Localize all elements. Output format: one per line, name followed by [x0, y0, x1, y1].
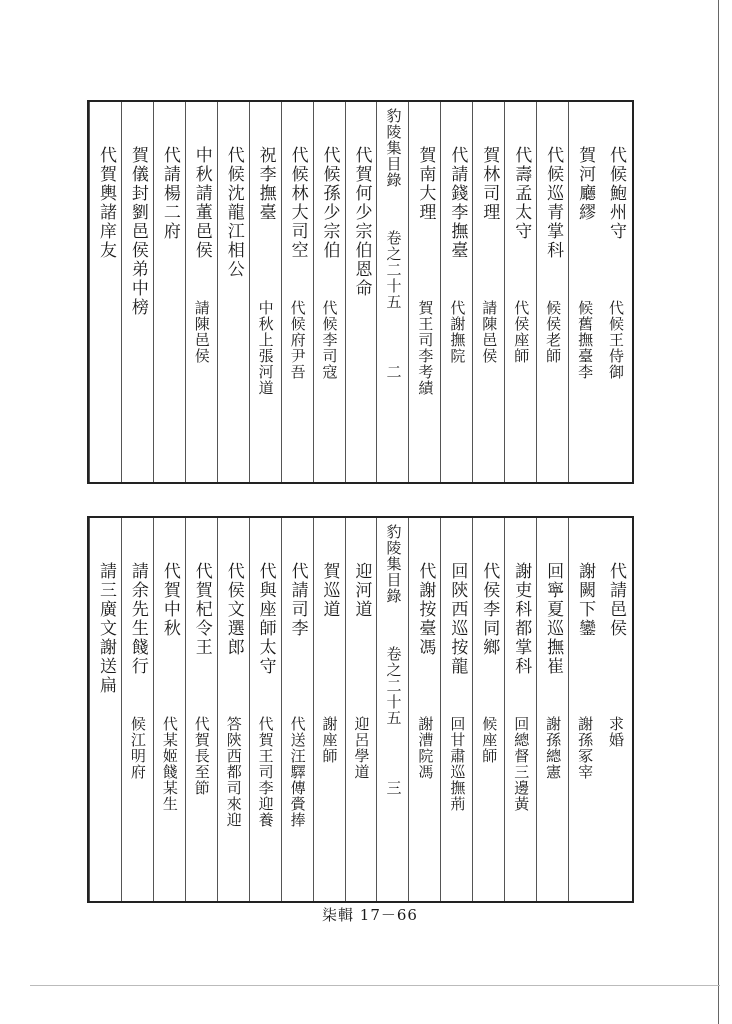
bottom-entry-subtitle: 回甘肅巡撫荊	[448, 716, 467, 812]
bottom-entry-title: 請余先生餞行	[127, 562, 148, 676]
bottom-entry-title: 回陝西巡按龍	[447, 562, 468, 676]
top-entry-subtitle: 請陳邑侯	[480, 300, 499, 364]
bottom-entry-column	[217, 518, 250, 901]
top-entry-column	[153, 102, 186, 482]
bottom-entry-column	[536, 518, 569, 901]
top-entry-column	[345, 102, 378, 482]
bottom-entry-column	[249, 518, 282, 901]
top-entry-title: 賀儀封劉邑侯弟中榜	[127, 146, 148, 317]
top-entry-title: 代壽孟太守	[511, 146, 532, 241]
bottom-entry-title: 請三廣文謝送扁	[95, 562, 116, 695]
top-entry-column	[536, 102, 569, 482]
top-header-column	[376, 102, 409, 482]
bottom-entry-column	[121, 518, 154, 901]
bottom-entry-subtitle: 謝座師	[320, 716, 339, 764]
bottom-entry-column	[600, 518, 632, 901]
top-entry-title: 代賀何少宗伯恩命	[351, 146, 372, 298]
bottom-entry-subtitle: 候座師	[480, 716, 499, 764]
bottom-entry-column	[153, 518, 186, 901]
top-entry-title: 代候林大司空	[287, 146, 308, 260]
bottom-entry-column	[89, 518, 122, 901]
bottom-entry-subtitle: 候江明府	[128, 716, 147, 780]
bottom-entry-title: 代請邑侯	[606, 562, 627, 638]
bottom-header-title: 豹陵集目錄	[384, 524, 403, 604]
top-entry-subtitle: 請陳邑侯	[192, 300, 211, 364]
bottom-header-page: 三	[384, 780, 403, 796]
top-header-title: 豹陵集目錄	[384, 108, 403, 188]
bottom-entry-title: 謝闕下鑾	[575, 562, 596, 638]
top-entry-column	[568, 102, 601, 482]
top-entry-title: 代候鮑州守	[606, 146, 627, 241]
bottom-header-volume: 卷之二十五	[384, 646, 403, 726]
top-entry-column	[249, 102, 282, 482]
top-entry-subtitle: 代候王侍御	[607, 300, 626, 380]
bottom-entry-title: 賀巡道	[319, 562, 340, 619]
bottom-entry-title: 代侯李同鄉	[479, 562, 500, 657]
bottom-entry-title: 代賀杞令王	[191, 562, 212, 657]
top-table-of-contents	[87, 100, 634, 484]
bottom-entry-column	[440, 518, 473, 901]
top-header-volume: 卷之二十五	[384, 230, 403, 310]
bottom-entry-column	[345, 518, 378, 901]
top-entry-column	[89, 102, 122, 482]
top-entry-title: 祝李撫臺	[255, 146, 276, 222]
top-entry-title: 代候巡青掌科	[543, 146, 564, 260]
bottom-entry-column	[568, 518, 601, 901]
bottom-entry-title: 代侯文選郎	[223, 562, 244, 657]
bottom-entry-column	[504, 518, 537, 901]
top-entry-column	[504, 102, 537, 482]
top-entry-title: 代候孫少宗伯	[319, 146, 340, 260]
top-entry-title: 中秋請董邑侯	[191, 146, 212, 260]
bottom-entry-column	[313, 518, 346, 901]
bottom-entry-subtitle: 謝孫冢宰	[576, 716, 595, 780]
top-entry-subtitle: 代候府尹吾	[288, 300, 307, 380]
top-entry-title: 代賀輿諸庠友	[95, 146, 116, 260]
bottom-entry-title: 代謝按臺馮	[415, 562, 436, 657]
top-entry-title: 代請錢李撫臺	[447, 146, 468, 260]
bottom-entry-column	[408, 518, 441, 901]
top-entry-title: 代候沈龍江相公	[223, 146, 244, 279]
top-header-page: 二	[384, 364, 403, 380]
bottom-entry-column	[281, 518, 314, 901]
bottom-entry-subtitle: 回總督三邊黃	[512, 716, 531, 812]
right-page-edge	[718, 0, 719, 1024]
bottom-header-column	[376, 518, 409, 901]
top-entry-subtitle: 賀王司李考績	[416, 300, 435, 396]
top-entry-column	[600, 102, 632, 482]
bottom-entry-subtitle: 代某姬餞某生	[160, 716, 179, 812]
top-entry-subtitle: 中秋上張河道	[256, 300, 275, 396]
bottom-entry-title: 代與座師太守	[255, 562, 276, 676]
top-entry-column	[408, 102, 441, 482]
bottom-entry-subtitle: 謝孫總憲	[544, 716, 563, 780]
bottom-entry-subtitle: 迎呂學道	[352, 716, 371, 780]
top-entry-subtitle: 代謝撫院	[448, 300, 467, 364]
top-entry-title: 賀林司理	[479, 146, 500, 222]
top-entry-title: 代請楊二府	[159, 146, 180, 241]
top-entry-column	[313, 102, 346, 482]
bottom-entry-title: 代請司李	[287, 562, 308, 638]
top-entry-column	[472, 102, 505, 482]
bottom-entry-subtitle: 代賀長至節	[192, 716, 211, 796]
top-entry-column	[121, 102, 154, 482]
page-number: 柒輯 17－66	[322, 906, 418, 924]
top-entry-subtitle: 代侯座師	[512, 300, 531, 364]
top-entry-column	[185, 102, 218, 482]
bottom-entry-title: 回寧夏巡撫崔	[543, 562, 564, 676]
top-entry-column	[217, 102, 250, 482]
bottom-entry-subtitle: 答陝西都司來迎	[224, 716, 243, 828]
top-entry-subtitle: 候舊撫臺李	[576, 300, 595, 380]
bottom-entry-subtitle: 求婚	[607, 716, 626, 748]
top-entry-title: 賀河廳繆	[575, 146, 596, 222]
bottom-entry-title: 迎河道	[351, 562, 372, 619]
top-entry-subtitle: 代候李司寇	[320, 300, 339, 380]
bottom-entry-subtitle: 代送汪驛傳賫捧	[288, 716, 307, 828]
top-entry-title: 賀南大理	[415, 146, 436, 222]
bottom-entry-column	[472, 518, 505, 901]
bottom-entry-subtitle: 謝漕院馮	[416, 716, 435, 780]
bottom-entry-column	[185, 518, 218, 901]
bottom-entry-title: 代賀中秋	[159, 562, 180, 638]
top-entry-subtitle: 候侯老師	[544, 300, 563, 364]
bottom-entry-title: 謝吏科都掌科	[511, 562, 532, 676]
top-entry-column	[440, 102, 473, 482]
bottom-entry-subtitle: 代賀王司李迎養	[256, 716, 275, 828]
bottom-rule	[30, 985, 720, 986]
bottom-table-of-contents	[87, 516, 634, 903]
top-entry-column	[281, 102, 314, 482]
